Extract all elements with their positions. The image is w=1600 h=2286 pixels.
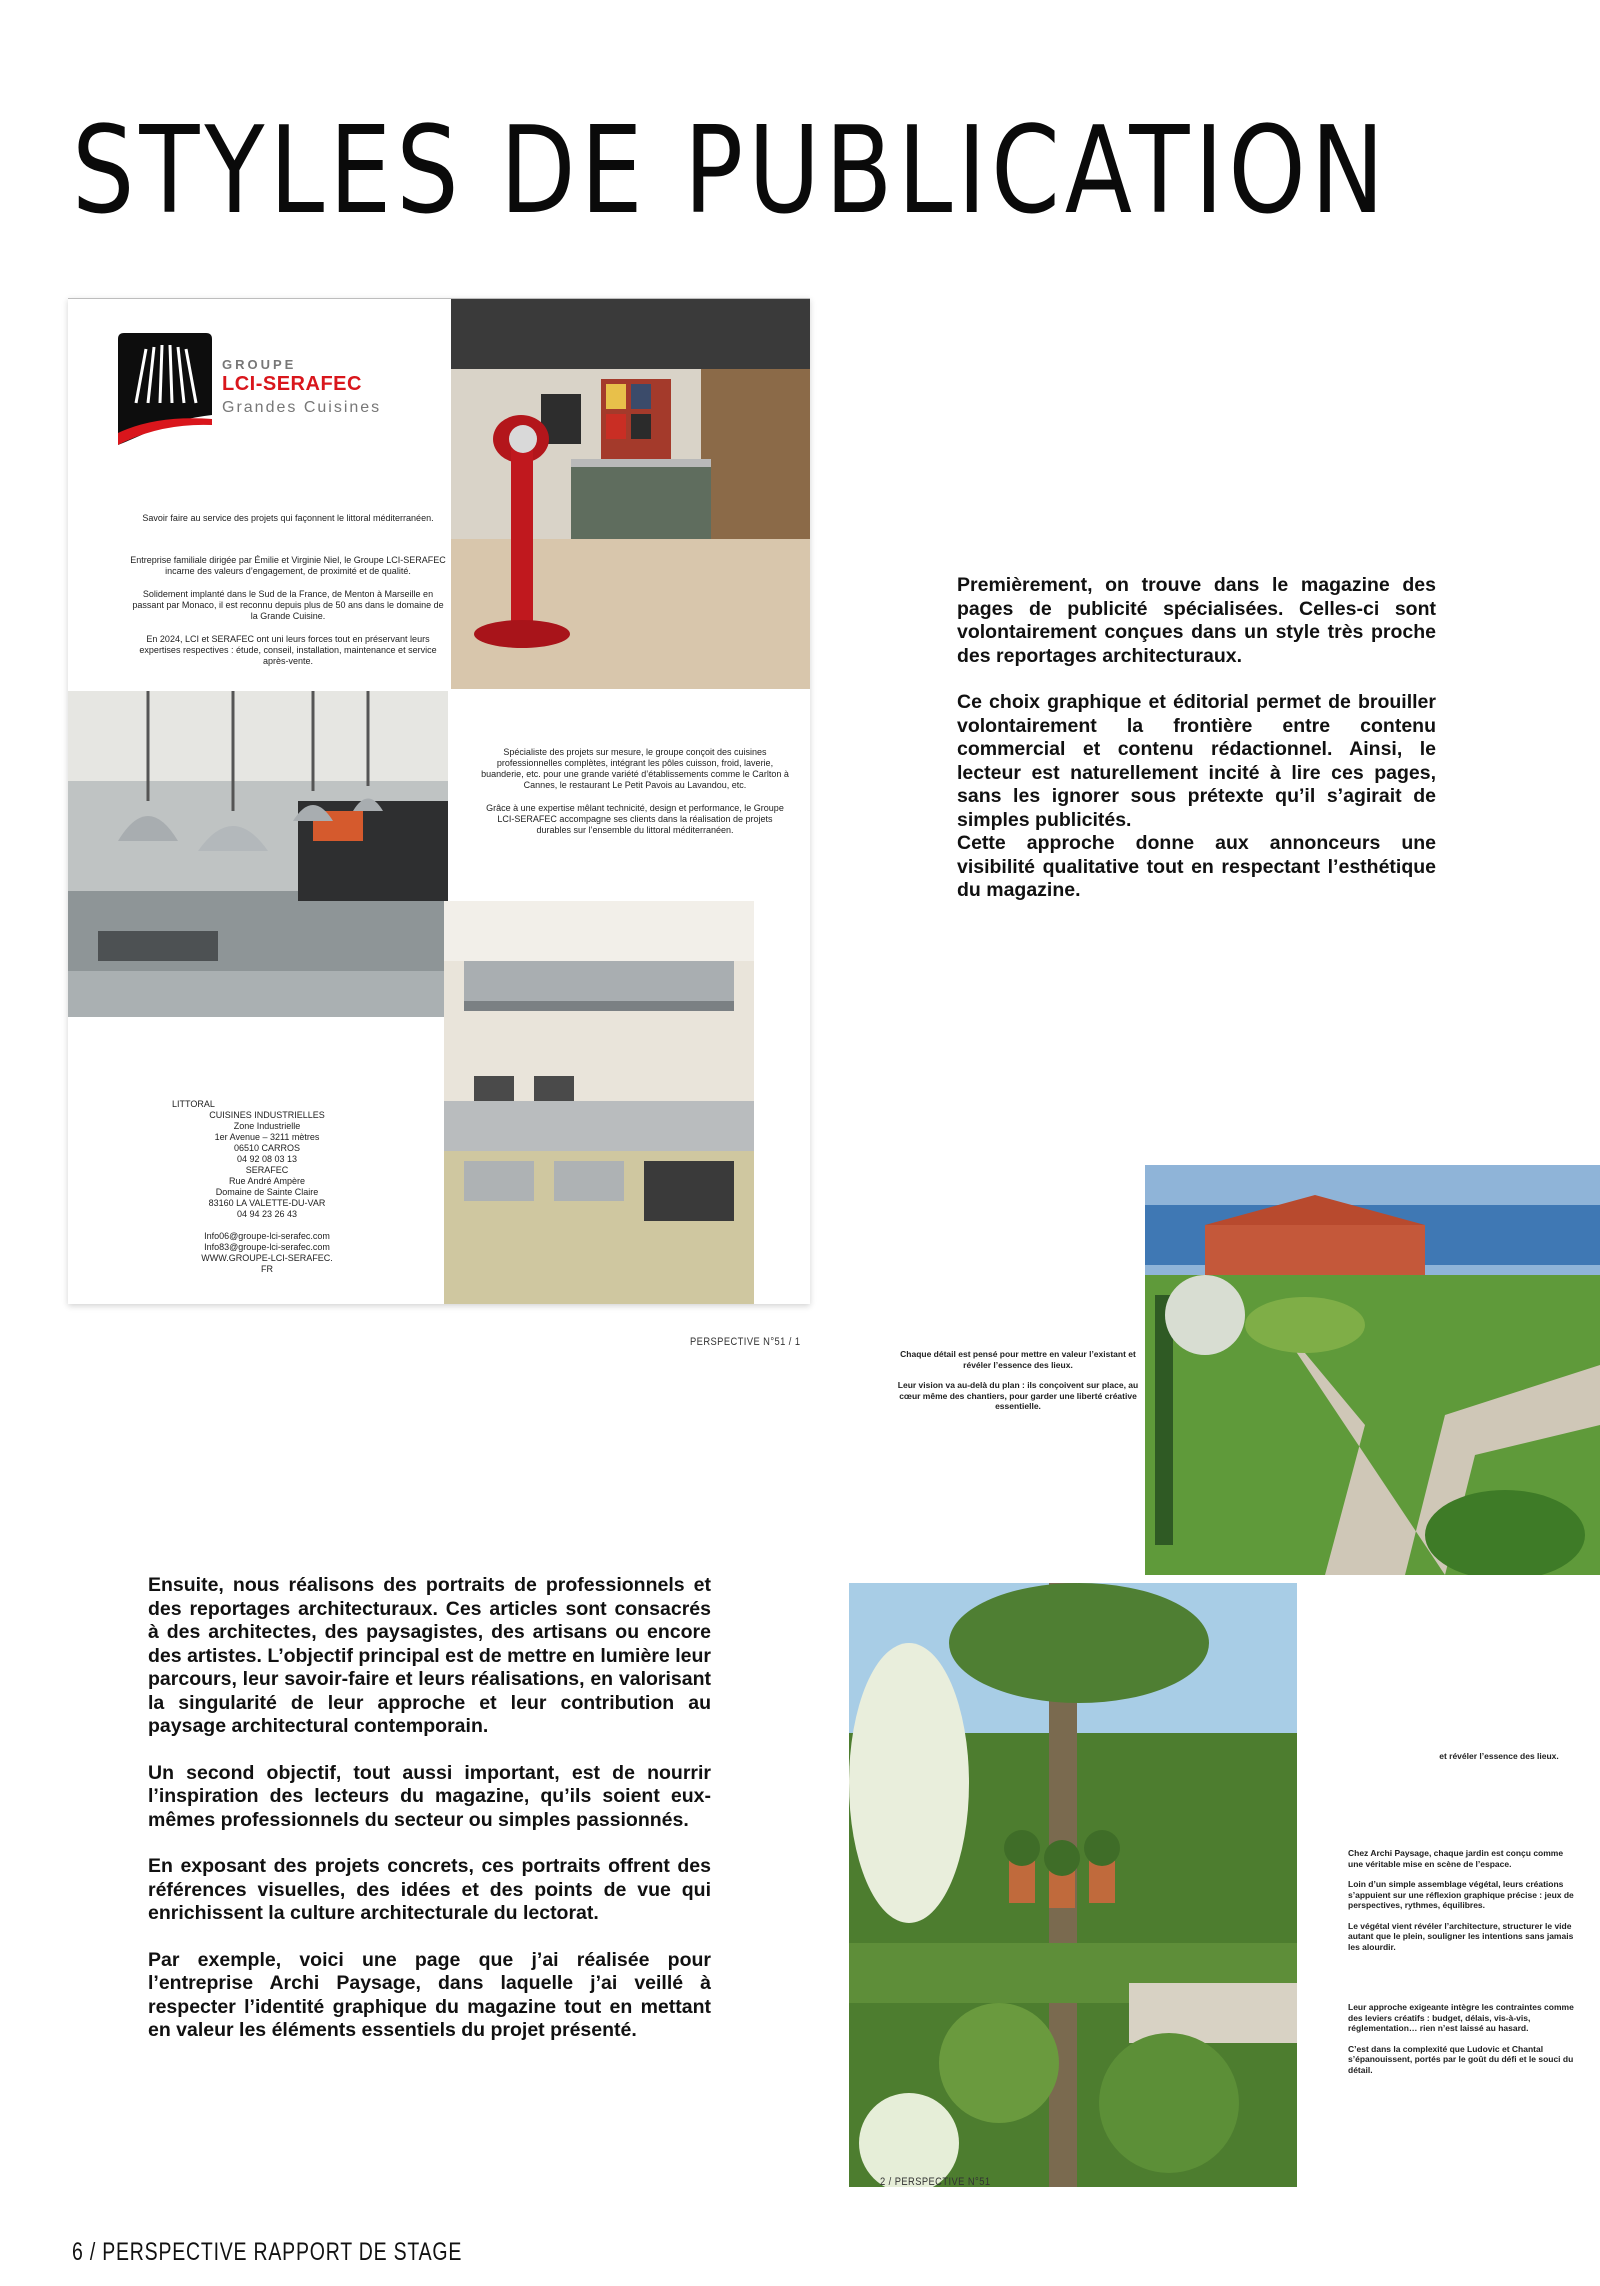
garden-caption-right-2 <box>1348 2002 1574 2085</box>
lci-serafec-logo <box>116 333 446 445</box>
photo-kitchen-line <box>444 901 754 1304</box>
body-paragraph: En exposant des projets concrets, ces portraits offrent des références visuelles, des idées et des points de vue qui enrichissent la culture architecturale du lectorat. <box>148 1855 711 1924</box>
caption-paragraph: C’est dans la complexité que Ludovic et Chantal s’épanouissent, portés par le goût du défi et le souci du détail. <box>1348 2043 1574 2075</box>
photo-formal-garden <box>849 1583 1297 2187</box>
body-paragraph: Par exemple, voici une page que j’ai réalisée pour l’entreprise Archi Paysage, dans laquelle j’ai veillé à respecter l’identité graphique du magazine tout en mettant en valeur les éléments essentiels du projet présenté. <box>148 1948 711 2041</box>
ad-paragraph: Solidement implanté dans le Sud de la France, de Menton à Marseille en passant par Monaco, il est reconnu depuis plus de 50 ans dans le domaine de la Grande Cuisine. <box>132 589 444 621</box>
contact-line: 04 94 23 26 43 <box>236 1209 298 1219</box>
logo-line-brand: LCI-SERAFEC <box>222 373 362 395</box>
ad-paragraph: Spécialiste des projets sur mesure, le groupe conçoit des cuisines professionnelles complètes, intégrant les pôles cuisson, froid, laverie, buanderie, etc. pour une grande variété d’établissements comme le Carlton à Cannes, le restaurant Le Petit Pavois au Lavandou, etc. <box>481 747 789 790</box>
caption-paragraph: Loin d’un simple assemblage végétal, leurs créations s’appuient sur une réflexion graphique précise : jeux de perspectives, rythmes, équilibres. <box>1348 1879 1574 1910</box>
contact-website-tld: FR <box>261 1264 273 1274</box>
ad-contact-block <box>172 1099 362 1275</box>
contact-line: Zone Industrielle <box>233 1121 301 1131</box>
logo-line-tagline: Grandes Cuisines <box>222 399 382 416</box>
ad-intro: Savoir faire au service des projets qui façonnent le littoral méditerranéen. <box>142 513 434 523</box>
body-paragraph: Ensuite, nous réalisons des portraits de professionnels et des reportages architecturaux. Ces articles sont consacrés à des architectes, des paysagistes, des artisans ou encore des artistes. L’objectif principal est de mettre en lumière leur parcours, leur savoir-faire et leurs réalisations, en valorisant la singularité de leur approche et leur contribution au paysage architectural contemporain. <box>148 1574 711 1737</box>
ad-page-number: PERSPECTIVE N°51 / 1 <box>690 1336 801 1348</box>
caption-paragraph: Chaque détail est pensé pour mettre en valeur l’existant et révéler l’essence des lieux. <box>900 1349 1136 1370</box>
contact-email[interactable]: Info06@groupe-lci-serafec.com <box>204 1231 330 1241</box>
garden-caption-top <box>889 1349 1147 1422</box>
body-paragraph: Cette approche donne aux annonceurs une visibilité qualitative tout en respectant l’esthétique du magazine. <box>957 832 1436 901</box>
body-paragraph: Premièrement, on trouve dans le magazine des pages de publicité spécialisées. Celles-ci sont volontairement conçues dans un style très proche des reportages architecturaux. <box>957 574 1436 667</box>
ad-page-lci-serafec <box>68 298 810 1304</box>
text-block-portraits <box>148 1574 711 2066</box>
contact-spacer <box>172 1220 362 1231</box>
caption-paragraph: Chez Archi Paysage, chaque jardin est conçu comme une véritable mise en scène de l’espace. <box>1348 1848 1564 1869</box>
body-paragraph: Ce choix graphique et éditorial permet de brouiller volontairement la frontière entre contenu commercial et contenu rédactionnel. Ainsi, le lecteur est naturellement incité à lire ces pages, sans les ignorer sous prétexte qu’il s’agirait de simples publicités. <box>957 691 1436 831</box>
logo-line-groupe: GROUPE <box>222 357 297 372</box>
contact-website[interactable]: WWW.GROUPE-LCI-SERAFEC. <box>201 1253 333 1263</box>
photo-villa-garden <box>1145 1165 1600 1575</box>
contact-line: LITTORAL <box>172 1099 215 1109</box>
contact-line: 04 92 08 03 13 <box>236 1154 298 1164</box>
text-block-ads <box>957 574 1436 926</box>
ad-text-block-1 <box>128 555 448 679</box>
page-title: STYLES DE PUBLICATION <box>72 102 1390 241</box>
garden-caption-right <box>1348 1848 1574 1962</box>
archi-paysage-spread <box>849 1165 1600 2205</box>
caption-paragraph: Le végétal vient révéler l’architecture, structurer le vide autant que le plein, souligner les intentions sans jamais les alourdir. <box>1348 1920 1574 1952</box>
garden-page-number: 2 / PERSPECTIVE N°51 <box>880 2176 991 2188</box>
body-paragraph: Un second objectif, tout aussi important, est de nourrir l’inspiration des lecteurs du magazine, qu’ils soient eux-mêmes professionnels du secteur ou simples passionnés. <box>148 1761 711 1831</box>
ad-paragraph: Grâce à une expertise mêlant technicité, design et performance, le Groupe LCI-SERAFEC accompagne ses clients dans la réalisation de projets durables sur l’ensemble du littoral méditerranéen. <box>486 803 784 835</box>
garden-caption-mid: et révéler l’essence des lieux. <box>1439 1751 1559 1761</box>
page-footer: 6 / PERSPECTIVE RAPPORT DE STAGE <box>72 2238 463 2266</box>
contact-line: Rue André Ampère <box>228 1176 306 1186</box>
caption-paragraph: Leur vision va au-delà du plan : ils conçoivent sur place, au cœur même des chantiers, pour garder une liberté créative essentielle. <box>897 1380 1139 1411</box>
ad-paragraph: Entreprise familiale dirigée par Émilie et Virginie Niel, le Groupe LCI-SERAFEC incarne des valeurs d’engagement, de proximité et de qualité. <box>130 555 446 576</box>
contact-line: 1er Avenue – 3211 mètres <box>214 1132 320 1142</box>
contact-line: 83160 LA VALETTE-DU-VAR <box>208 1198 326 1208</box>
contact-line: Domaine de Sainte Claire <box>215 1187 319 1197</box>
ad-paragraph: En 2024, LCI et SERAFEC ont uni leurs forces tout en préservant leurs expertises respectives : étude, conseil, installation, maintenance et service après-vente. <box>139 634 437 666</box>
photo-heat-lamps <box>68 691 448 1017</box>
photo-showroom-slicer <box>451 299 810 689</box>
caption-paragraph: Leur approche exigeante intègre les contraintes comme des leviers créatifs : budget, délais, vis-à-vis, réglementation… rien n’est laissé au hasard. <box>1348 2002 1574 2033</box>
contact-line: CUISINES INDUSTRIELLES <box>209 1110 325 1120</box>
ad-text-block-2 <box>480 747 790 848</box>
contact-email[interactable]: Info83@groupe-lci-serafec.com <box>204 1242 330 1252</box>
logo-mark-icon <box>116 333 212 445</box>
contact-line: SERAFEC <box>245 1165 289 1175</box>
contact-line: 06510 CARROS <box>233 1143 301 1153</box>
